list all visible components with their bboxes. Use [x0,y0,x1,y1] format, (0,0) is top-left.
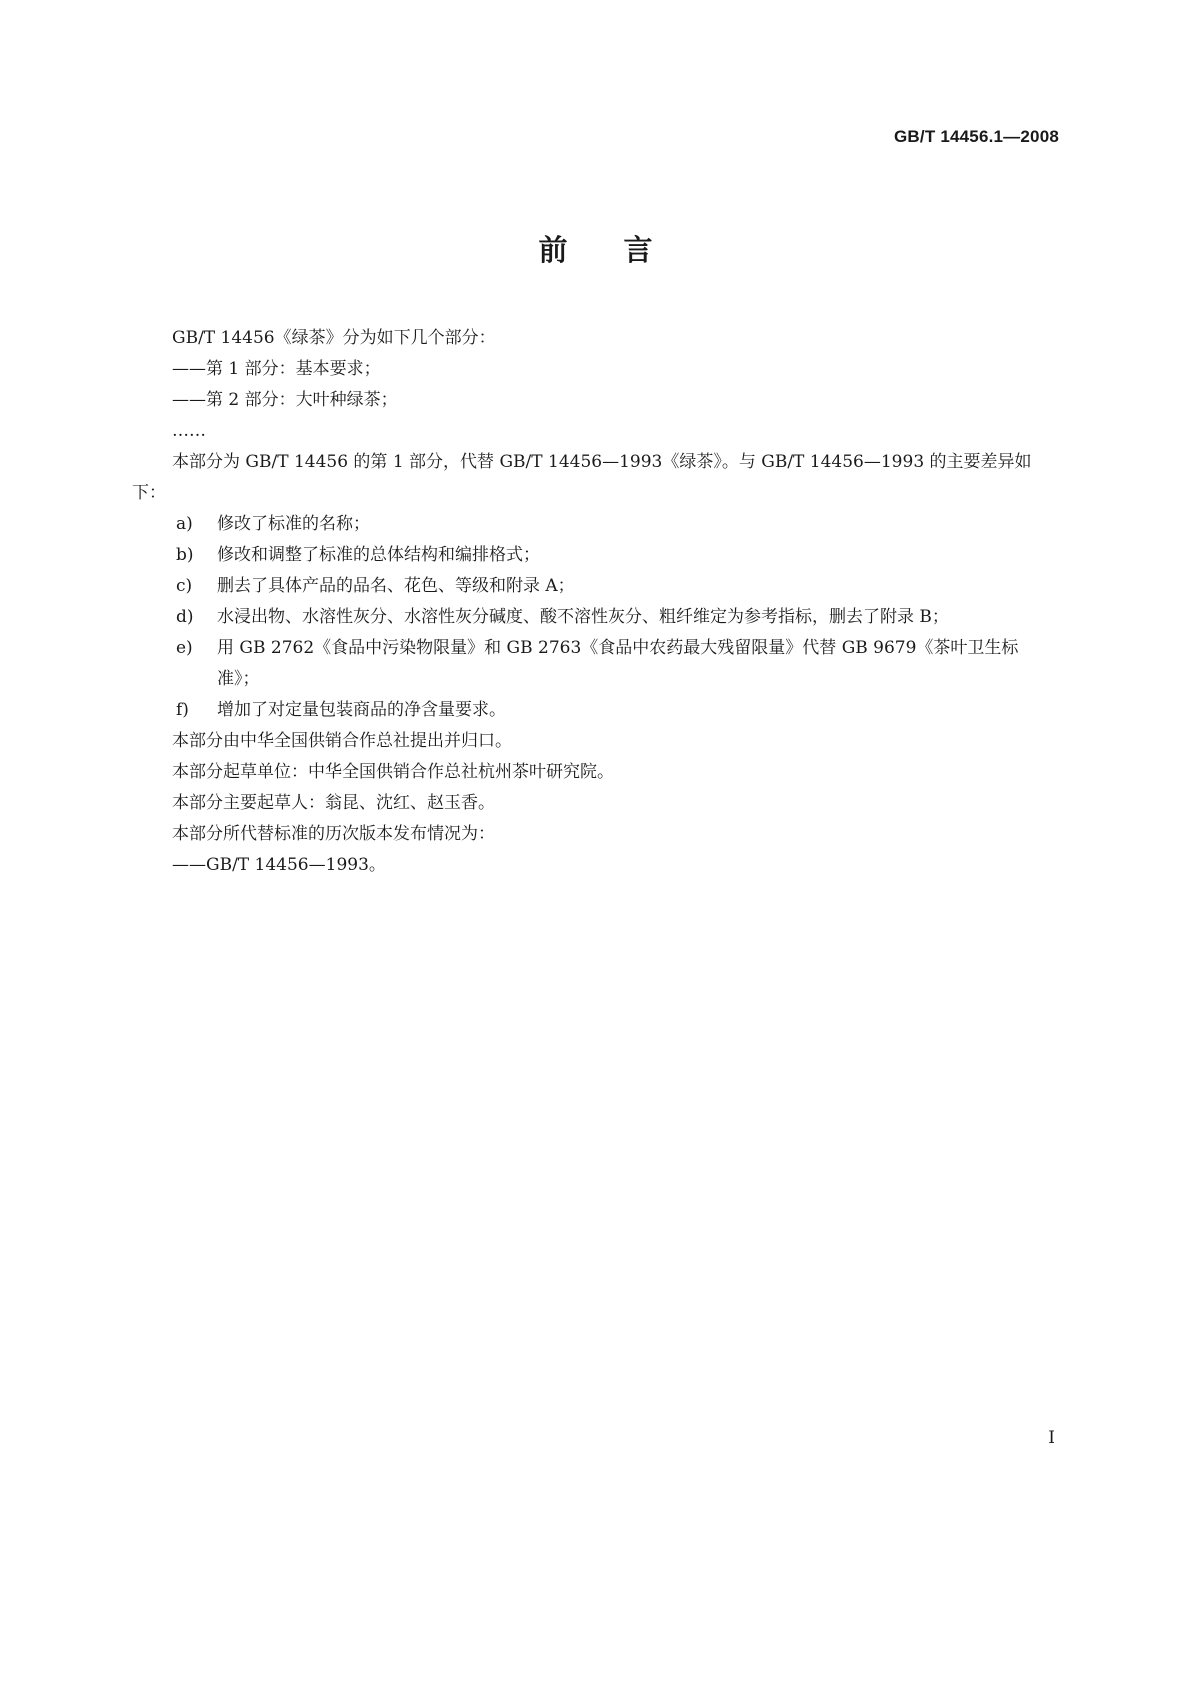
list-text: 修改了标准的名称； [217,514,370,534]
paragraph-ellipsis: …… [172,421,206,441]
list-item [132,571,1058,602]
paragraph-parts-intro: GB/T 14456《绿茶》分为如下几个部分： [172,328,496,348]
list-marker: b) [176,545,194,565]
page-number: I [1048,1428,1055,1448]
list-item [132,602,1058,633]
list-marker: a) [176,514,193,534]
list-marker: c) [176,576,193,596]
list-text: 增加了对定量包装商品的净含量要求。 [217,700,506,720]
list-marker: f) [176,700,189,720]
paragraph-drafting-unit: 本部分起草单位：中华全国供销合作总社杭州茶叶研究院。 [172,762,614,782]
paragraph-drafters: 本部分主要起草人：翁昆、沈红、赵玉香。 [172,793,495,813]
list-text: 用 GB 2762《食品中污染物限量》和 GB 2763《食品中农药最大残留限量》代替 GB 9679《茶叶卫生标准》； [217,638,1019,689]
list-text: 删去了具体产品的品名、花色、等级和附录 A； [217,576,575,596]
page-title: 前言 [538,233,709,267]
paragraph-replacement: 本部分为 GB/T 14456 的第 1 部分，代替 GB/T 14456—1993《绿茶》。与 GB/T 14456—1993 的主要差异如下： [132,452,1032,503]
list-item [132,633,1058,695]
list-marker: e) [176,638,193,658]
list-item [132,540,1058,571]
paragraph-part-1: ——第 1 部分：基本要求； [172,359,381,379]
paragraph-part-2: ——第 2 部分：大叶种绿茶； [172,390,398,410]
list-marker: d) [176,607,194,627]
foreword-body [132,323,1058,881]
list-text: 修改和调整了标准的总体结构和编排格式； [217,545,540,565]
list-text: 水浸出物、水溶性灰分、水溶性灰分碱度、酸不溶性灰分、粗纤维定为参考指标，删去了附录 B； [217,607,949,627]
list-item [132,695,1058,726]
paragraph-history-item: ——GB/T 14456—1993。 [172,855,386,875]
list-item [132,509,1058,540]
paragraph-history: 本部分所代替标准的历次版本发布情况为： [172,824,495,844]
paragraph-proposer: 本部分由中华全国供销合作总社提出并归口。 [172,731,512,751]
standard-code: GB/T 14456.1—2008 [894,127,1059,146]
